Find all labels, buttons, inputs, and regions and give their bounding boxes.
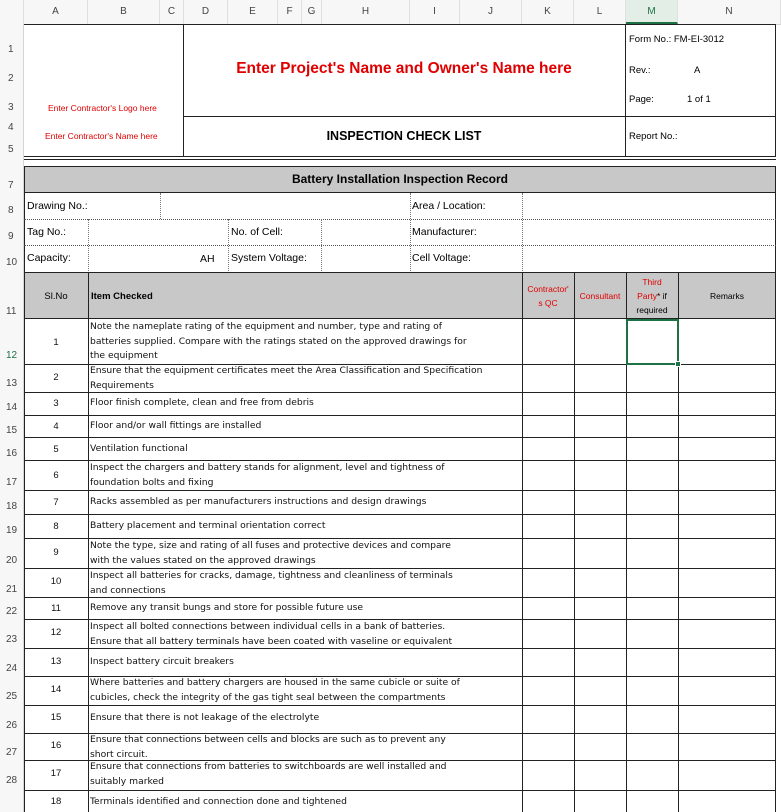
row-number: 13 xyxy=(50,656,62,667)
row-header[interactable]: 3 xyxy=(8,102,14,113)
column-header[interactable]: H xyxy=(322,0,410,24)
item-text: the equipment xyxy=(90,350,158,361)
row-header[interactable]: 22 xyxy=(6,606,18,617)
dotted-line xyxy=(24,245,776,246)
row-separator xyxy=(24,437,776,438)
item-text: Inspect battery circuit breakers xyxy=(90,656,234,667)
item-text: Inspect the chargers and battery stands for alignment, level and tightness of xyxy=(90,462,445,473)
row-header[interactable]: 19 xyxy=(6,525,18,536)
capacity-label: Capacity: xyxy=(27,252,71,264)
dotted-line xyxy=(228,219,229,271)
row-header[interactable]: 13 xyxy=(6,378,18,389)
row-header[interactable]: 26 xyxy=(6,720,18,731)
row-number: 12 xyxy=(50,627,62,638)
column-header[interactable]: I xyxy=(410,0,460,24)
column-header[interactable]: K xyxy=(522,0,574,24)
table-row xyxy=(90,461,522,490)
row-number: 17 xyxy=(50,768,62,779)
item-text: Inspect all bolted connections between individual cells in a bank of batteries. xyxy=(90,621,446,632)
dotted-line xyxy=(410,193,411,273)
item-text: Ensure that the equipment certificates meet the Area Classification and Specification xyxy=(90,365,483,376)
row-separator xyxy=(24,514,776,515)
item-text: short circuit. xyxy=(90,748,148,760)
col-third-header-line1: Third xyxy=(642,277,662,287)
area-location-label: Area / Location: xyxy=(412,200,486,212)
border-line xyxy=(24,24,776,25)
dotted-line xyxy=(321,219,322,271)
border-line xyxy=(625,24,626,157)
table-row xyxy=(90,733,522,762)
item-text: foundation bolts and fixing xyxy=(90,476,214,488)
row-header[interactable]: 25 xyxy=(6,691,18,702)
column-header[interactable]: B xyxy=(88,0,160,24)
doc-title: INSPECTION CHECK LIST xyxy=(326,129,482,143)
row-number: 6 xyxy=(53,470,59,481)
row-number: 7 xyxy=(53,497,59,508)
column-header[interactable]: A xyxy=(24,0,88,24)
table-row xyxy=(90,711,522,726)
item-text: Ensure that connections between cells and blocks are such as to prevent any xyxy=(90,734,446,745)
row-header[interactable]: 2 xyxy=(8,73,14,84)
column-header[interactable]: G xyxy=(302,0,322,24)
item-text: Inspect all batteries for cracks, damage, tightness and cleanliness of terminals xyxy=(90,570,453,581)
table-row xyxy=(90,795,522,810)
page-value: 1 of 1 xyxy=(687,94,711,105)
row-header[interactable]: 7 xyxy=(8,180,14,191)
column-header[interactable]: J xyxy=(460,0,522,24)
row-header[interactable]: 16 xyxy=(6,448,18,459)
row-separator xyxy=(24,790,776,791)
table-row xyxy=(90,539,522,568)
report-no: Report No.: xyxy=(629,131,678,142)
table-row xyxy=(90,320,522,364)
item-text: with the values stated on the approved drawings xyxy=(90,554,316,566)
select-all-corner[interactable] xyxy=(0,0,24,24)
fill-handle[interactable] xyxy=(675,361,681,367)
row-header[interactable]: 10 xyxy=(6,257,18,268)
row-number: 11 xyxy=(51,603,61,614)
contractor-logo-placeholder[interactable]: Enter Contractor's Logo here xyxy=(48,103,157,113)
row-header[interactable]: 21 xyxy=(6,584,18,595)
row-header[interactable]: 4 xyxy=(8,122,14,133)
third-party-text: Party xyxy=(637,291,657,301)
border-line xyxy=(574,272,575,812)
row-header[interactable]: 1 xyxy=(8,44,14,55)
item-text: Requirements xyxy=(90,379,154,391)
rev-label: Rev.: xyxy=(629,65,651,76)
row-number: 2 xyxy=(53,372,59,383)
col-item-header: Item Checked xyxy=(91,291,153,302)
row-header[interactable]: 27 xyxy=(6,747,18,758)
row-header[interactable]: 24 xyxy=(6,663,18,674)
selected-cell[interactable] xyxy=(626,319,679,365)
rev-value: A xyxy=(694,65,701,76)
row-header[interactable]: 28 xyxy=(6,775,18,786)
border-line xyxy=(522,272,523,812)
column-header[interactable]: C xyxy=(160,0,184,24)
project-name[interactable]: Enter Project's Name and Owner's Name here xyxy=(236,60,572,77)
system-voltage-label: System Voltage: xyxy=(231,252,307,264)
item-text: suitably marked xyxy=(90,775,164,787)
row-header[interactable]: 5 xyxy=(8,144,14,155)
capacity-unit: AH xyxy=(200,253,215,265)
contractor-name[interactable]: Enter Contractor's Name here xyxy=(45,131,158,141)
row-header[interactable]: 11 xyxy=(6,306,17,317)
row-header[interactable]: 17 xyxy=(6,477,18,488)
table-row xyxy=(90,676,522,705)
table-row xyxy=(90,519,522,534)
table-row xyxy=(90,419,522,434)
dotted-line xyxy=(160,193,161,219)
item-text: Ventilation functional xyxy=(90,443,188,454)
item-text: cubicles, check the integrity of the gas tight seal between the compartments xyxy=(90,691,446,703)
record-title: Battery Installation Inspection Record xyxy=(291,172,509,186)
dotted-line xyxy=(522,193,523,273)
item-text: Racks assembled as per manufacturers instructions and design drawings xyxy=(90,496,427,507)
table-row xyxy=(90,364,522,393)
table-row xyxy=(90,569,522,598)
dotted-line xyxy=(88,219,89,271)
row-number: 14 xyxy=(50,684,62,695)
item-text: Where batteries and battery chargers are housed in the same cubicle or suite of xyxy=(90,677,460,688)
column-header[interactable]: E xyxy=(228,0,278,24)
item-text: Note the nameplate rating of the equipment and number, type and rating of xyxy=(90,321,443,332)
row-separator xyxy=(24,415,776,416)
table-row xyxy=(90,760,522,789)
border-line xyxy=(24,193,25,273)
column-header[interactable]: L xyxy=(574,0,626,24)
row-number: 1 xyxy=(53,337,59,348)
table-row xyxy=(90,601,522,616)
row-separator xyxy=(24,705,776,706)
col-third-header-line2 xyxy=(626,291,678,301)
item-text: Battery placement and terminal orientation correct xyxy=(90,520,326,531)
table-row xyxy=(90,655,522,670)
border-line xyxy=(775,272,776,812)
row-number: 4 xyxy=(53,421,59,432)
col-consultant-header: Consultant xyxy=(579,291,621,301)
item-text: Terminals identified and connection done and tightened xyxy=(90,796,347,807)
row-number: 5 xyxy=(53,444,59,455)
column-header[interactable]: F xyxy=(278,0,302,24)
row-header[interactable]: 20 xyxy=(6,555,18,566)
row-header[interactable]: 9 xyxy=(8,231,14,242)
manufacturer-label: Manufacturer: xyxy=(412,226,477,238)
border-line xyxy=(24,156,776,157)
form-no: Form No.: FM-EI-3012 xyxy=(629,34,725,45)
table-row xyxy=(90,620,522,649)
page-label: Page: xyxy=(629,94,654,105)
border-line xyxy=(24,272,25,812)
col-remarks-header: Remarks xyxy=(709,291,744,301)
row-header[interactable]: 18 xyxy=(6,501,18,512)
item-text: and connections xyxy=(90,584,166,596)
row-header[interactable]: 14 xyxy=(6,402,18,413)
col-slno-header: Sl.No xyxy=(44,291,68,302)
border-line xyxy=(775,193,776,273)
row-header[interactable]: 8 xyxy=(8,205,14,216)
row-separator xyxy=(24,490,776,491)
row-header-selected[interactable]: 12 xyxy=(6,350,18,361)
border-line xyxy=(24,159,776,160)
item-text: Ensure that all battery terminals have been coated with vaseline or equivalent xyxy=(90,635,453,647)
table-row xyxy=(90,495,522,510)
tag-no-label: Tag No.: xyxy=(27,226,67,238)
item-text: Ensure that there is not leakage of the electrolyte xyxy=(90,712,320,723)
row-header[interactable]: 23 xyxy=(6,634,18,645)
item-text: Remove any transit bungs and store for possible future use xyxy=(90,602,364,613)
row-number: 15 xyxy=(50,712,62,723)
column-header[interactable]: D xyxy=(184,0,228,24)
col-contractor-header-line1: Contractor' xyxy=(527,284,569,294)
item-text: Ensure that connections from batteries to switchboards are well installed and xyxy=(90,761,447,772)
border-line xyxy=(775,24,776,157)
cell-voltage-label: Cell Voltage: xyxy=(412,252,471,264)
border-line xyxy=(183,116,775,117)
if-text: * if xyxy=(656,291,667,301)
row-number: 3 xyxy=(53,398,59,409)
column-header-selected[interactable]: M xyxy=(626,0,678,24)
item-text: Floor and/or wall fittings are installed xyxy=(90,420,262,431)
column-header[interactable]: N xyxy=(678,0,781,24)
row-number: 18 xyxy=(50,796,62,807)
item-text: Floor finish complete, clean and free from debris xyxy=(90,397,314,408)
table-row xyxy=(90,442,522,457)
table-row xyxy=(90,396,522,411)
dotted-line xyxy=(24,219,776,220)
item-text: Note the type, size and rating of all fuses and protective devices and compare xyxy=(90,540,451,551)
col-third-header-line3: required xyxy=(636,305,668,315)
drawing-no-label: Drawing No.: xyxy=(27,200,88,212)
row-header[interactable]: 15 xyxy=(6,425,18,436)
item-text: batteries supplied. Compare with the ratings stated on the approved drawings for xyxy=(90,335,467,347)
border-line xyxy=(88,272,89,812)
row-number: 16 xyxy=(50,740,62,751)
no-of-cell-label: No. of Cell: xyxy=(231,226,283,238)
column-header-bar xyxy=(0,0,781,25)
row-number: 8 xyxy=(53,521,59,532)
row-number: 9 xyxy=(53,547,59,558)
col-contractor-header-line2: s QC xyxy=(538,298,558,308)
row-number: 10 xyxy=(50,576,62,587)
